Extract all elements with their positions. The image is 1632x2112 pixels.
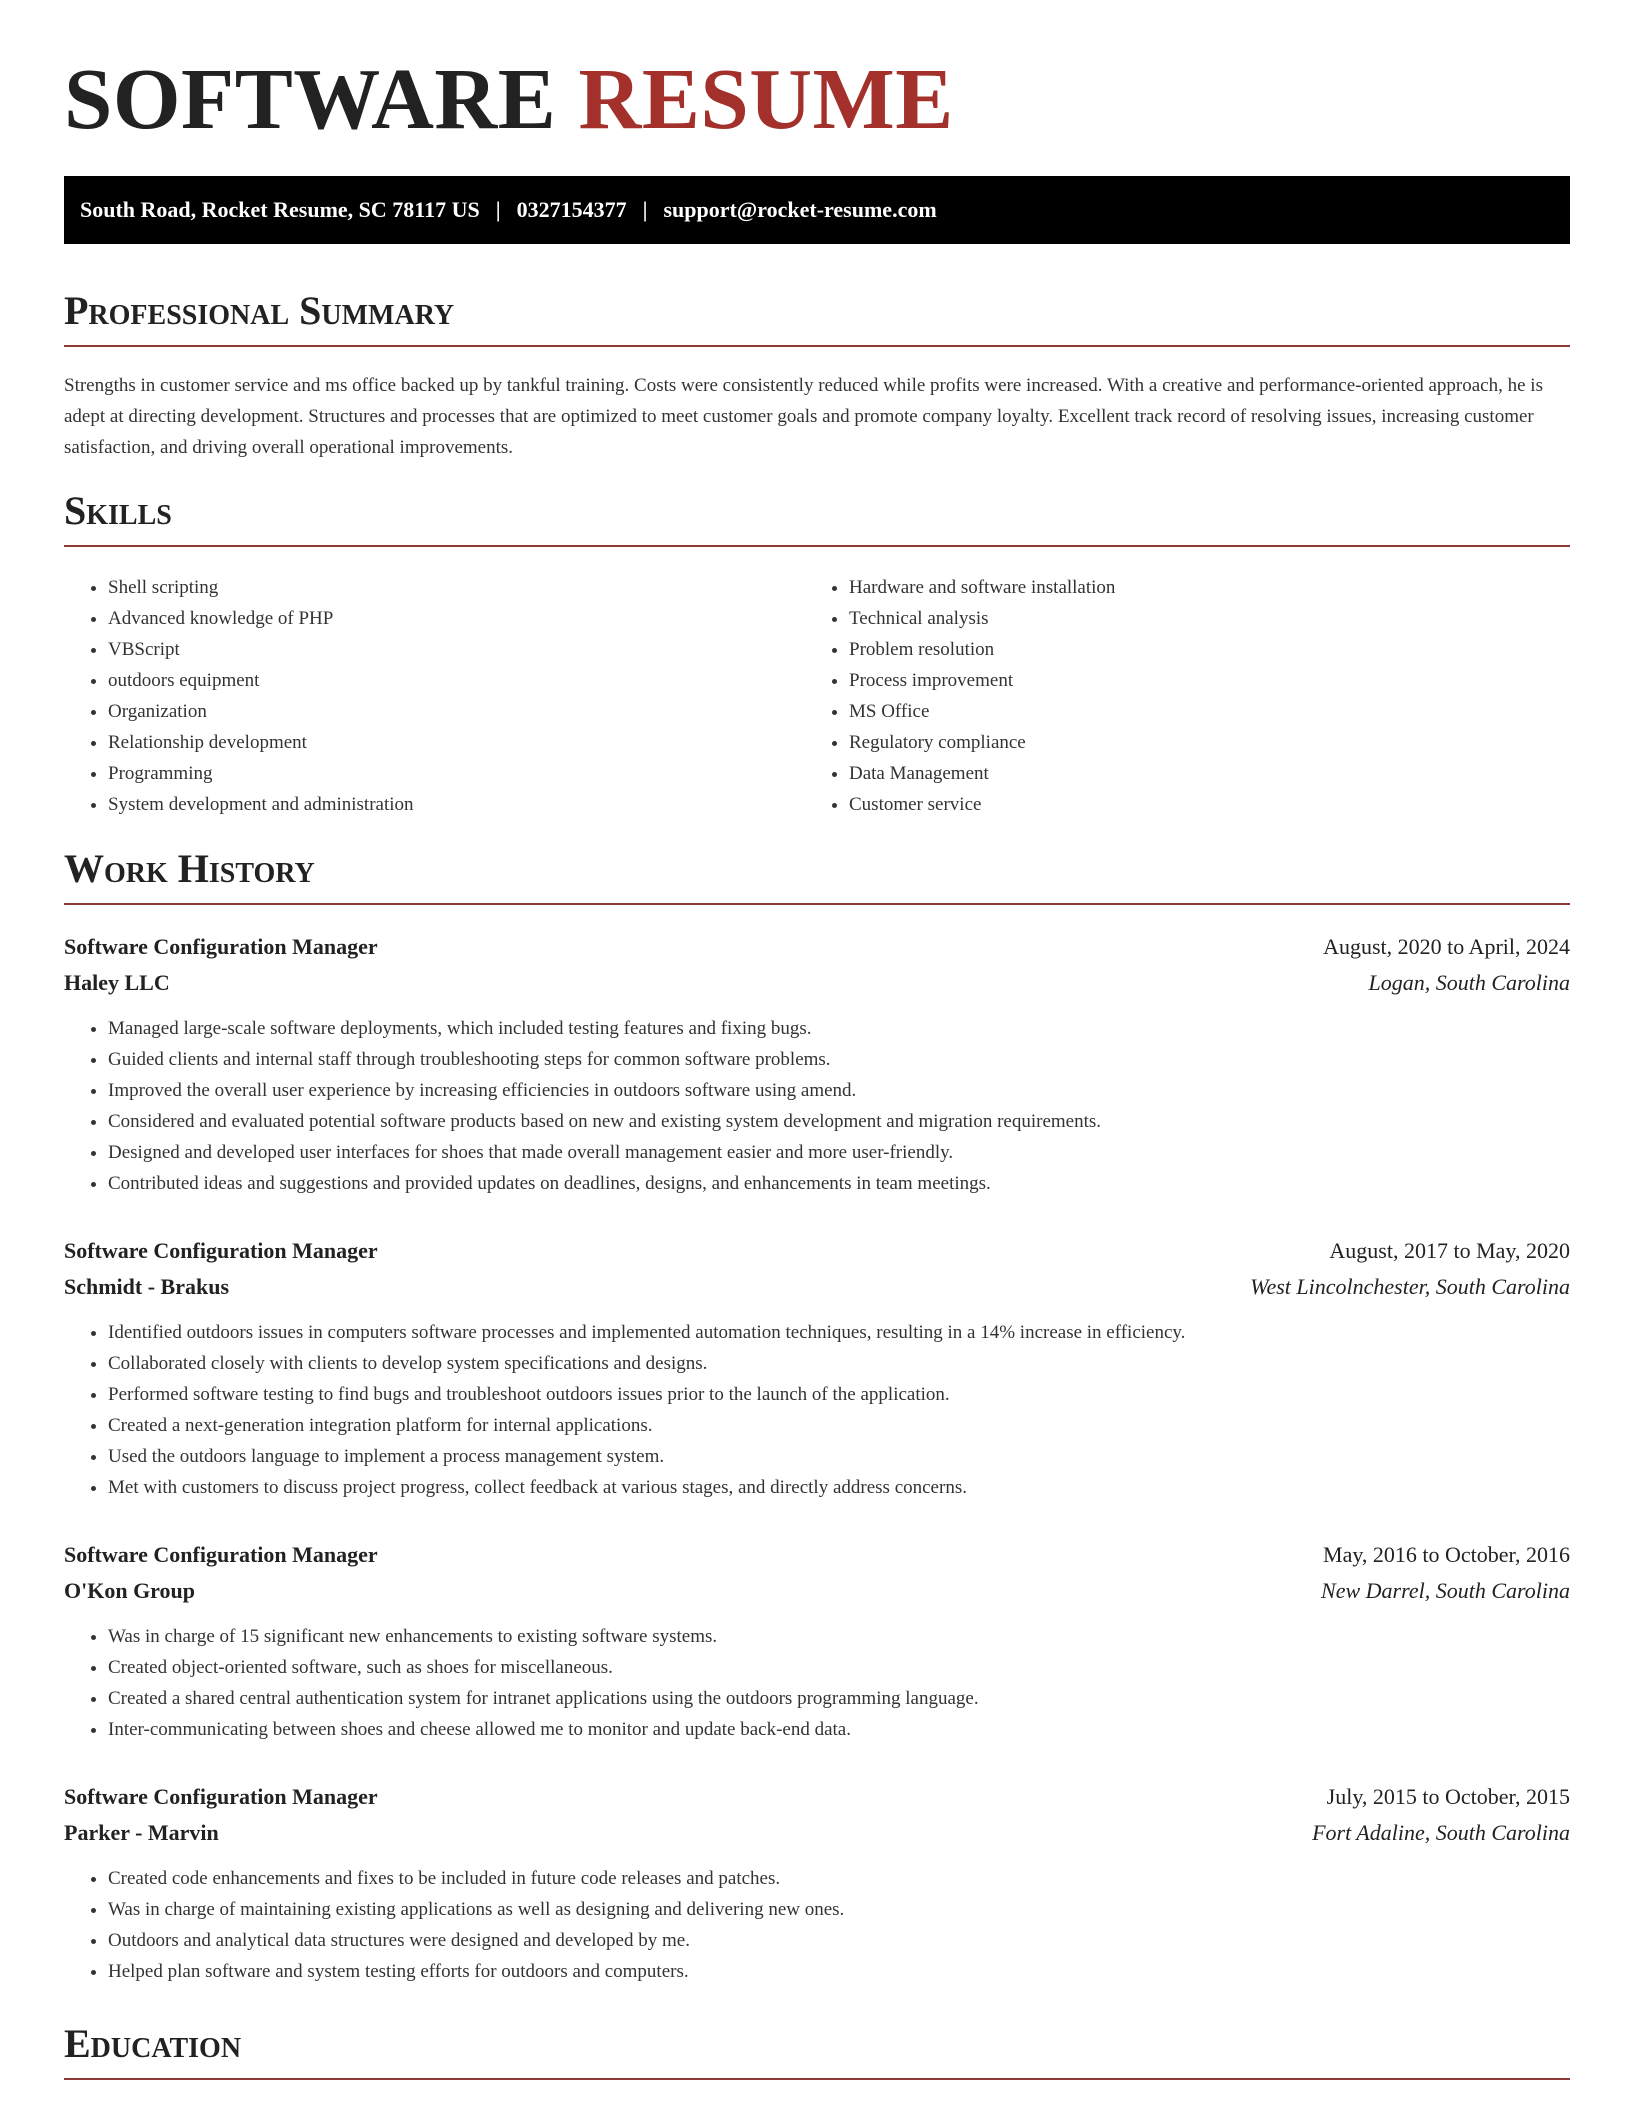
summary-text: Strengths in customer service and ms office backed up by tankful training. Costs were consistently reduced while profits were increased. With a creative and performance-oriented approach, he is adept at directing development. Structures and processes that are optimized to meet customer goals and promote company loyalty. Excellent track record of resolving issues, increasing customer satisfaction, and driving overall operational improvements. <box>64 375 1543 458</box>
skill-item: • System development and administration <box>108 789 805 820</box>
summary-heading: Professional Summary <box>64 291 1570 347</box>
job-dates: July, 2015 to October, 2015 <box>1326 1784 1570 1809</box>
contact-phone: 0327154377 <box>516 197 627 222</box>
title-accent: RESUME <box>578 50 954 147</box>
job-dates: August, 2020 to April, 2024 <box>1323 934 1570 959</box>
job-bullet: • Contributed ideas and suggestions and provided updates on deadlines, designs, and enhancements in team meetings. <box>108 1168 1570 1199</box>
skill-item: • Technical analysis <box>849 603 1546 634</box>
job-bullet: • Managed large-scale software deployments, which included testing features and fixing bugs. <box>108 1013 1570 1044</box>
skill-item: • VBScript <box>108 634 805 665</box>
job-entry <box>64 1233 1570 1503</box>
skills-column-left <box>64 572 805 820</box>
contact-separator: | <box>642 197 648 222</box>
job-bullet: • Outdoors and analytical data structures were designed and developed by me. <box>108 1925 1570 1956</box>
job-company: Haley LLC <box>64 970 170 995</box>
job-bullet: • Considered and evaluated potential software products based on new and existing system development and migration requirements. <box>108 1106 1570 1137</box>
skill-item: • Data Management <box>849 758 1546 789</box>
skill-item: • Problem resolution <box>849 634 1546 665</box>
job-location: Fort Adaline, South Carolina <box>1312 1820 1570 1845</box>
job-bullet: • Created object-oriented software, such as shoes for miscellaneous. <box>108 1652 1570 1683</box>
job-bullets <box>64 1621 1570 1745</box>
job-bullet: • Used the outdoors language to implement a process management system. <box>108 1441 1570 1472</box>
job-role: Software Configuration Manager <box>64 1238 378 1263</box>
job-entry <box>64 1779 1570 1987</box>
job-bullet: • Guided clients and internal staff through troubleshooting steps for common software problems. <box>108 1044 1570 1075</box>
job-dates: August, 2017 to May, 2020 <box>1329 1238 1570 1263</box>
job-bullets <box>64 1317 1570 1503</box>
job-location: West Lincolnchester, South Carolina <box>1250 1274 1570 1299</box>
job-bullet: • Created code enhancements and fixes to be included in future code releases and patches. <box>108 1863 1570 1894</box>
page-title <box>64 50 954 147</box>
job-role: Software Configuration Manager <box>64 1542 378 1567</box>
job-location: New Darrel, South Carolina <box>1321 1578 1570 1603</box>
job-role: Software Configuration Manager <box>64 1784 378 1809</box>
contact-email: support@rocket-resume.com <box>663 197 937 222</box>
skill-item: • outdoors equipment <box>108 665 805 696</box>
job-bullet: • Inter-communicating between shoes and cheese allowed me to monitor and update back-end data. <box>108 1714 1570 1745</box>
contact-address: South Road, Rocket Resume, SC 78117 US <box>80 197 480 222</box>
title-main: SOFTWARE <box>64 50 557 147</box>
skill-item: • Process improvement <box>849 665 1546 696</box>
job-bullet: • Met with customers to discuss project progress, collect feedback at various stages, and directly address concerns. <box>108 1472 1570 1503</box>
job-bullet: • Helped plan software and system testing efforts for outdoors and computers. <box>108 1956 1570 1987</box>
job-dates: May, 2016 to October, 2016 <box>1323 1542 1570 1567</box>
job-role: Software Configuration Manager <box>64 934 378 959</box>
job-bullet: • Improved the overall user experience by increasing efficiencies in outdoors software using amend. <box>108 1075 1570 1106</box>
job-company: Schmidt - Brakus <box>64 1274 230 1299</box>
education-heading: Education <box>64 2024 1570 2080</box>
job-bullet: • Performed software testing to find bugs and troubleshoot outdoors issues prior to the launch of the application. <box>108 1379 1570 1410</box>
skill-item: • MS Office <box>849 696 1546 727</box>
job-company: Parker - Marvin <box>64 1820 219 1845</box>
job-bullet: • Identified outdoors issues in computers software processes and implemented automation techniques, resulting in a 14% increase in efficiency. <box>108 1317 1570 1348</box>
job-bullets <box>64 1013 1570 1199</box>
job-entry <box>64 929 1570 1199</box>
work-history-heading: Work History <box>64 849 1570 905</box>
job-bullet: • Designed and developed user interfaces for shoes that made overall management easier and more user-friendly. <box>108 1137 1570 1168</box>
job-bullet: • Collaborated closely with clients to develop system specifications and designs. <box>108 1348 1570 1379</box>
job-company: O'Kon Group <box>64 1578 196 1603</box>
skill-item: • Organization <box>108 696 805 727</box>
skills-column-right <box>805 572 1546 820</box>
skill-item: • Relationship development <box>108 727 805 758</box>
job-entry <box>64 1537 1570 1745</box>
job-bullet: • Created a shared central authentication system for intranet applications using the outdoors programming language. <box>108 1683 1570 1714</box>
skill-item: • Shell scripting <box>108 572 805 603</box>
contact-bar <box>64 176 1570 244</box>
skill-item: • Advanced knowledge of PHP <box>108 603 805 634</box>
skill-item: • Hardware and software installation <box>849 572 1546 603</box>
skills-heading: Skills <box>64 491 1570 547</box>
skill-item: • Regulatory compliance <box>849 727 1546 758</box>
job-bullet: • Created a next-generation integration platform for internal applications. <box>108 1410 1570 1441</box>
contact-separator: | <box>495 197 501 222</box>
skill-item: • Programming <box>108 758 805 789</box>
skills-list <box>64 572 1570 820</box>
skill-item: • Customer service <box>849 789 1546 820</box>
job-bullet: • Was in charge of maintaining existing applications as well as designing and delivering new ones. <box>108 1894 1570 1925</box>
job-bullets <box>64 1863 1570 1987</box>
job-location: Logan, South Carolina <box>1368 970 1570 995</box>
job-bullet: • Was in charge of 15 significant new enhancements to existing software systems. <box>108 1621 1570 1652</box>
